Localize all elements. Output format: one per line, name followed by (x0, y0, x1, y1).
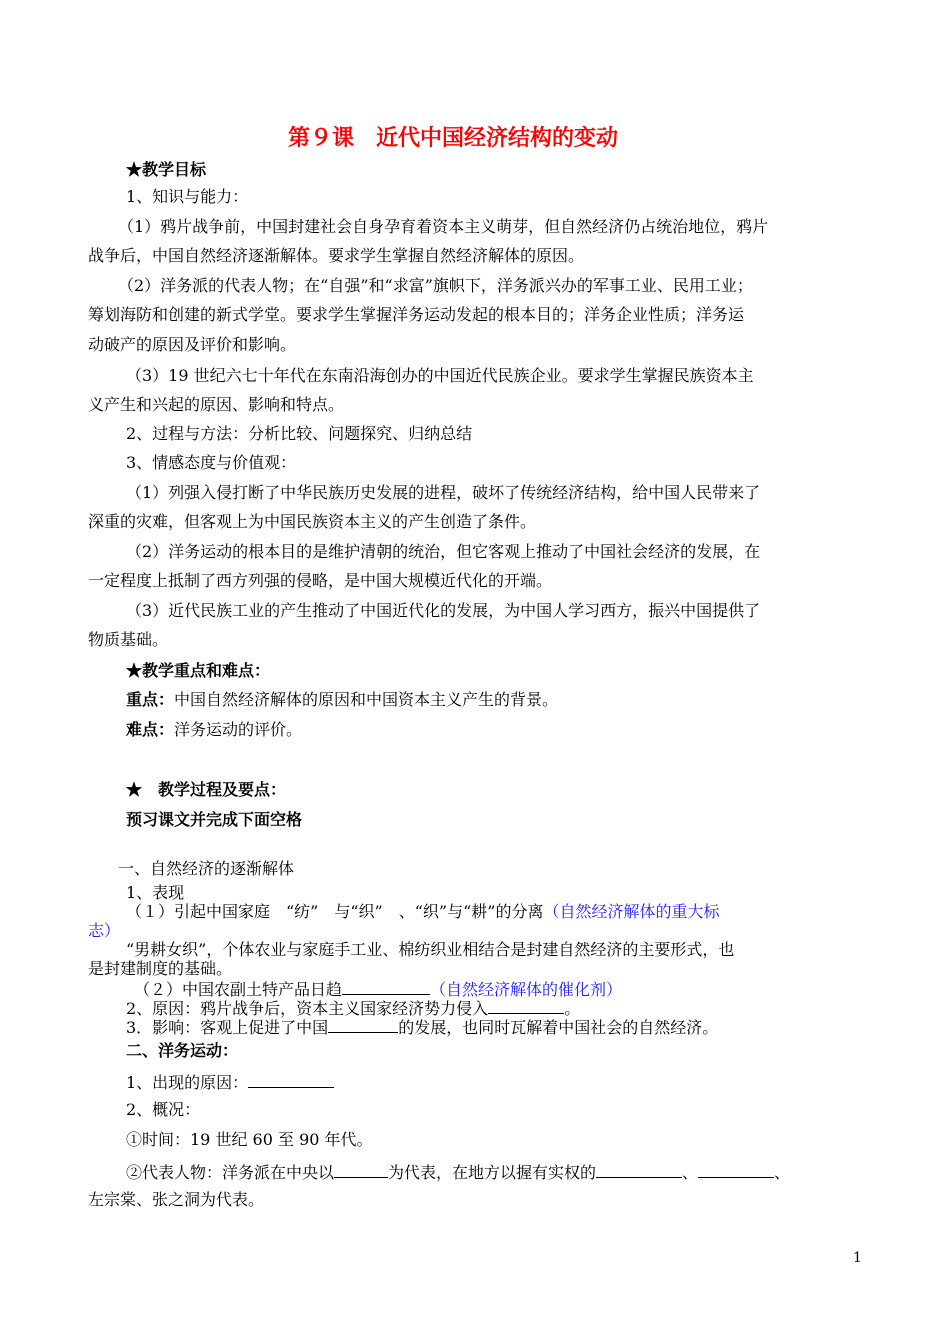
knowledge-p2-line3: 动破产的原因及评价和影响。 (88, 335, 297, 354)
people-end: 、 (774, 1163, 791, 1182)
line-a-note-cont: 志） (88, 921, 121, 940)
page-number: 1 (853, 1250, 862, 1266)
line-e-text: 3．影响：客观上促进了中国 (126, 1018, 329, 1037)
line-e-end: 的发展，也同时瓦解着中国社会的自然经济。 (398, 1018, 719, 1037)
line-c-text: （２）中国农副土特产品日趋 (134, 980, 343, 999)
knowledge-p2-line2: 筹划海防和创建的新式学堂。要求学生掌握洋务运动发起的根本目的；洋务企业性质；洋务运 (88, 305, 745, 324)
section1-line-a (126, 902, 719, 922)
blank-field[interactable] (698, 1161, 774, 1178)
knowledge-heading: 1、知识与能力： (126, 187, 249, 206)
preview-heading: 预习课文并完成下面空格 (126, 810, 303, 829)
section2-item2: 2、概况： (126, 1100, 201, 1119)
attitude-p1-line1: （1）列强入侵打断了中华民族历史发展的进程，破坏了传统经济结构，给中国人民带来了 (126, 483, 761, 502)
section2-people-line2: 左宗棠、张之洞为代表。 (88, 1190, 265, 1209)
difficult-point (126, 720, 302, 740)
section2-time: ①时间：19 世纪 60 至 90 年代。 (126, 1130, 373, 1149)
line-d-text: 2、原因：鸦片战争后，资本主义国家经济势力侵入 (126, 999, 489, 1018)
blank-field[interactable] (342, 978, 430, 995)
blank-field[interactable] (488, 997, 564, 1014)
blank-field[interactable] (596, 1161, 682, 1178)
people-sep: 、 (682, 1163, 699, 1182)
line-a-note: （自然经济解体的重大标 (543, 902, 720, 921)
key-label: 重点： (126, 690, 175, 709)
line-d-end: 。 (564, 999, 581, 1018)
section2-people (126, 1161, 790, 1183)
blank-field[interactable] (334, 1161, 388, 1178)
attitude-p1-line2: 深重的灾难，但客观上为中国民族资本主义的产生创造了条件。 (88, 512, 537, 531)
line-c-note: （自然经济解体的催化剂） (430, 980, 623, 999)
blank-field[interactable] (248, 1071, 334, 1088)
section2-item1 (126, 1071, 334, 1093)
knowledge-p3-line2: 义产生和兴起的原因、影响和特点。 (88, 395, 345, 414)
blank-field[interactable] (328, 1016, 398, 1033)
attitude-heading: 3、情感态度与价值观： (126, 453, 297, 472)
key-difficult-heading: ★教学重点和难点： (126, 661, 271, 680)
attitude-p3-line2: 物质基础。 (88, 630, 169, 649)
people-mid: 为代表，在地方以握有实权的 (388, 1163, 597, 1182)
attitude-p2-line2: 一定程度上抵制了西方列强的侵略，是中国大规模近代化的开端。 (88, 571, 553, 590)
knowledge-p2-line1: （2）洋务派的代表人物；在“自强”和“求富”旗帜下，洋务派兴办的军事工业、民用工业； (118, 276, 753, 295)
section1-heading: 一、自然经济的逐渐解体 (118, 859, 295, 878)
teaching-process-heading: ★ 教学过程及要点： (126, 780, 287, 799)
process-method: 2、过程与方法：分析比较、问题探究、归纳总结 (126, 424, 473, 443)
attitude-p2-line1: （2）洋务运动的根本目的是维护清朝的统治，但它客观上推动了中国社会经济的发展，在 (126, 542, 761, 561)
people-pre: ②代表人物：洋务派在中央以 (126, 1163, 335, 1182)
knowledge-p1-line1: （1）鸦片战争前，中国封建社会自身孕育着资本主义萌芽，但自然经济仍占统治地位，鸦片 (118, 217, 769, 236)
item1-label: 1、出现的原因： (126, 1073, 249, 1092)
page-title: 第９课 近代中国经济结构的变动 (288, 126, 619, 151)
difficult-label: 难点： (126, 720, 175, 739)
objectives-heading: ★教学目标 (126, 160, 207, 179)
attitude-p3-line1: （3）近代民族工业的产生推动了中国近代化的发展，为中国人学习西方，振兴中国提供了 (126, 601, 761, 620)
key-text: 中国自然经济解体的原因和中国资本主义产生的背景。 (174, 690, 559, 709)
section1-line-b2: 是封建制度的基础。 (88, 959, 233, 978)
knowledge-p1-line2: 战争后，中国自然经济逐渐解体。要求学生掌握自然经济解体的原因。 (88, 246, 585, 265)
line-a-text: （１）引起中国家庭 “纺” 与“织” 、“织”与“耕”的分离 (126, 902, 544, 921)
knowledge-p3-line1: （3）19 世纪六七十年代在东南沿海创办的中国近代民族企业。要求学生掌握民族资本主 (126, 366, 754, 385)
key-point (126, 690, 558, 710)
difficult-text: 洋务运动的评价。 (174, 720, 303, 739)
section2-heading: 二、洋务运动： (126, 1041, 239, 1060)
section1-line-e (126, 1016, 718, 1038)
section1-item1: 1、表现 (126, 883, 185, 902)
section1-line-b1: “男耕女织”，个体农业与家庭手工业、棉纺织业相结合是封建自然经济的主要形式，也 (126, 940, 735, 959)
